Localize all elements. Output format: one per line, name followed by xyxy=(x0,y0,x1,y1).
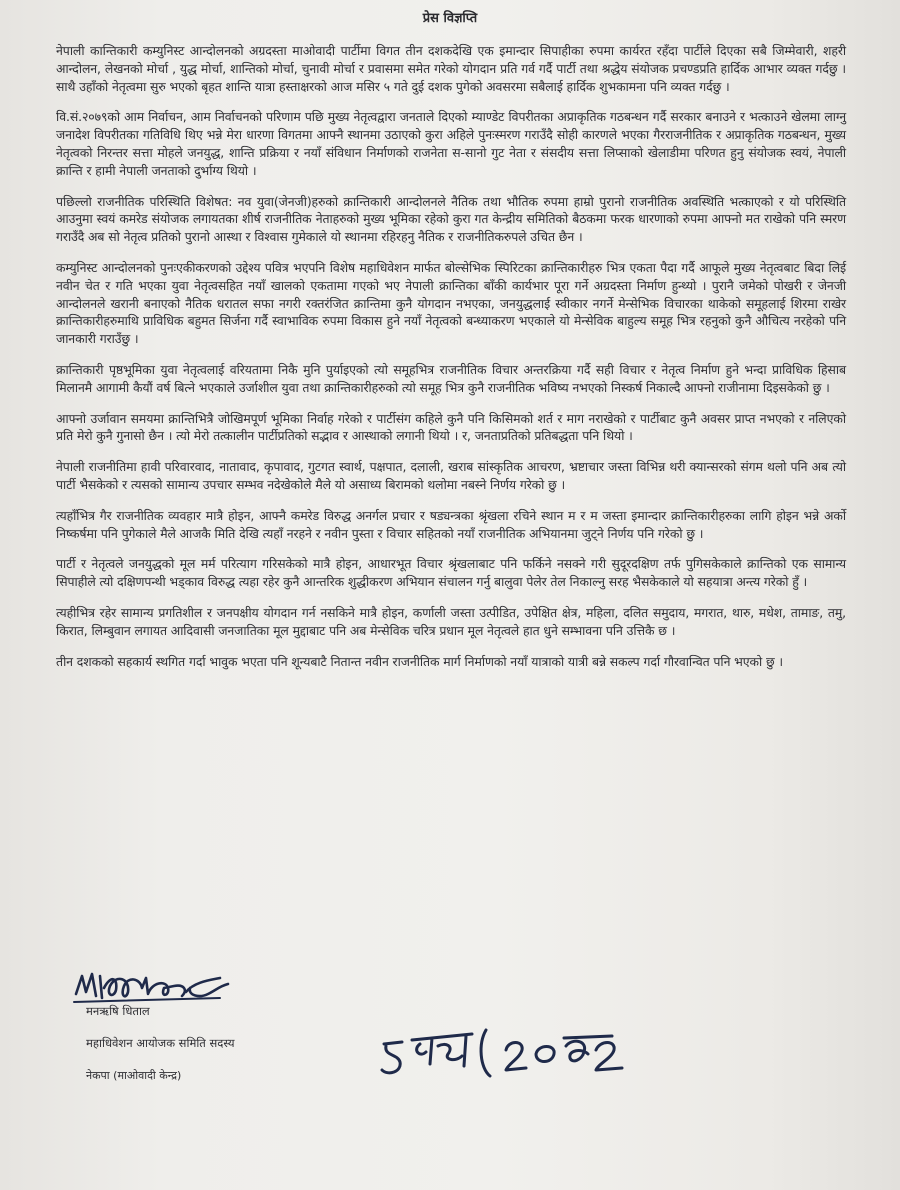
paragraph-10: त्यहीभित्र रहेर सामान्य प्रगतिशील र जनपक्षीय योगदान गर्न नसकिने मात्रै होइन, कर्णाली जस्ता उत्पीडित, उपेक्षित क्षेत्र, महिला, दलित समुदाय, मगरात, थारु, मधेश, तामाङ, तमु, किरात, लिम्बुवान लगायत आदिवासी जनजातिका मूल मुद्दाबाट पनि अब मेन्सेविक चरित्र प्रधान मूल नेतृत्वले हात धुने सम्भावना पनि उत्तिकै छ । xyxy=(56,604,846,638)
signer-name: मनऋषि धिताल xyxy=(86,1004,150,1018)
paragraph-9: पार्टी र नेतृत्वले जनयुद्धको मूल मर्म परित्याग गरिसकेको मात्रै होइन, आधारभूत विचार श्रृंखलाबाट पनि फर्किने नसक्ने गरी सुदूरदक्षिण तर्फ पुगिसकेकाले क्रान्तिको एक सामान्य सिपाहीले त्यो दक्षिणपन्थी भड्काव विरुद्ध त्यहा रहेर कुनै आन्तरिक शुद्धीकरण अभियान संचालन गर्नु बालुवा पेलेर तेल निकाल्नु सरह भैसकेकाले यो सहयात्रा अन्त्य गरेको हुँ । xyxy=(56,556,846,590)
paragraph-4: कम्युनिस्ट आन्दोलनको पुनःएकीकरणको उद्देश्य पवित्र भएपनि विशेष महाधिवेशन मार्फत बोल्सेभिक स्पिरिटका क्रान्तिकारीहरु भित्र एकता पैदा गर्दै आफूले मुख्य नेतृत्वबाट बिदा लिई नवीन चेत र गति भएका युवा नेतृत्वसहित नयाँ खालको एकतामा गएको भए नेपाली क्रान्तिका बाँकी कार्यभार पूरा गर्ने अग्रदस्ता निर्माण हुन्थ्यो । पुरानै जमेको पोखरी र जेनजी आन्दोलनले खरानी बनाएको नैतिक धरातल सफा नगरी रक्तरंजित क्रान्तिमा कुनै योगदान नभएका, जनयुद्धलाई स्वीकार नगर्ने मेन्सेभिक विचारका थाकेको समूहलाई शिरमा राखेर क्रान्तिकारीहरुमाथि प्राविधिक बहुमत सिर्जना गर्दै स्वाभाविक रुपमा विकास हुने नयाँ नेतृत्वको बन्ध्याकरण भएकाले यो मेन्सेविक बाहुल्य समूह भित्र रहनुको कुनै औचित्य नरहेको पनि जानकारी गराउँछु । xyxy=(56,259,846,347)
paragraph-5: क्रान्तिकारी पृष्ठभूमिका युवा नेतृत्वलाई वरियतामा निकै मुनि पुर्याइएको त्यो समूहभित्र राजनीतिक विचार अन्तरक्रिया गर्दै सही विचार र नेतृत्व निर्माण हुने भन्दा प्राविधिक हिसाब मिलानमै आगामी कैयौं वर्ष बित्ने भएकाले उर्जाशील युवा तथा क्रान्तिकारीहरुको त्यो समूह भित्र कुनै राजनीतिक भविष्य नभएको निस्कर्ष निकाल्दै आफ्नो राजीनामा दिइसकेको छु । xyxy=(56,361,846,395)
paragraph-1: नेपाली कान्तिकारी कम्युनिस्ट आन्दोलनको अग्रदस्ता माओवादी पार्टीमा विगत तीन दशकदेखि एक इमान्दार सिपाहीका रुपमा कार्यरत रहँदा पार्टीले दिएका सबै जिम्मेवारी, शहरी आन्दोलन, लेखनको मोर्चा , युद्ध मोर्चा, शान्तिको मोर्चा, चुनावी मोर्चा र प्रवासमा समेत गरेको योगदान प्रति गर्व गर्दै पार्टी तथा श्रद्धेय संयोजक प्रचण्डप्रति हार्दिक आभार व्यक्त गर्दछु । साथै उहाँको नेतृत्वमा सुरु भएको बृहत शान्ति यात्रा हस्ताक्षरको आज मसिर ५ गते दुई दशक पुगेको अवसरमा सबैलाई हार्दिक शुभकामना पनि व्यक्त गर्दछु । xyxy=(56,43,846,94)
signer-party: नेकपा (माओवादी केन्द्र) xyxy=(86,1069,182,1082)
document-body xyxy=(56,42,846,680)
paragraph-6: आफ्नो उर्जावान समयमा क्रान्तिभित्रै जोखिमपूर्ण भूमिका निर्वाह गरेको र पार्टीसंग कहिले कुनै पनि किसिमको शर्त र माग नराखेको र पार्टीबाट कुनै अवसर प्राप्त नभएको र नलिएको प्रति मेरो कुनै गुनासो छैन । त्यो मेरो तत्कालीन पार्टीप्रतिको सद्भाव र आस्थाको लगानी थियो । र, जनताप्रतिको प्रतिबद्धता पनि थियो । xyxy=(56,410,846,444)
paragraph-11: तीन दशकको सहकार्य स्थगित गर्दा भावुक भएता पनि शून्यबाटै नितान्त नवीन राजनीतिक मार्ग निर्माणको नयाँ यात्राको यात्री बन्ने सकल्प गर्दा गौरवान्वित पनि भएको छु । xyxy=(56,653,784,669)
handwritten-date xyxy=(376,1024,646,1084)
paragraph-2: वि.सं.२०७९को आम निर्वाचन, आम निर्वाचनको परिणाम पछि मुख्य नेतृत्वद्वारा जनताले दिएको म्याण्डेट विपरीतका अप्राकृतिक गठबन्धन गर्दै सरकार बनाउने र भत्काउने खेलमा लाग्नु जनादेश विपरीतका गतिविधि थिए भन्ने मेरा धारणा विगतमा आफ्नै स्थानमा उठाएको कुरा अहिले पुनःस्मरण गराउँदै सोही कारणले भएका गैरराजनीतिक र अप्राकृतिक गठबन्धन, मुख्य नेतृत्वको निरन्तर सत्ता मोहले जनयुद्ध, शान्ति प्रक्रिया र नयाँ संविधान निर्माणको राजनेता स-सानो गुट नेता र संसदीय सत्ता लिप्साको खेलाडीमा परिणत हुनु संयोजक स्वयं, नेपाली क्रान्ति र हामी नेपाली जनताको दुर्भाग्य थियो । xyxy=(56,109,846,178)
paragraph-8: त्यहाँभित्र गैर राजनीतिक व्यवहार मात्रै होइन, आफ्नै कमरेड विरुद्ध अनर्गल प्रचार र षड्यन्त्रका श्रृंखला रचिने स्थान म र म जस्ता इमान्दार क्रान्तिकारीहरुका लागि होइन भन्ने अर्को निष्कर्षमा पनि पुगेकाले मैले आजकै मिति देखि त्यहाँ नरहने र नवीन पुस्ता र विचार सहितको नयाँ राजनीतिक अभियानमा जुट्ने निर्णय पनि गरेको छु । xyxy=(56,507,846,541)
document-title: प्रेस विज्ञप्ति xyxy=(422,11,478,26)
signer-role: महाधिवेशन आयोजक समिति सदस्य xyxy=(86,1036,235,1050)
paragraph-7: नेपाली राजनीतिमा हावी परिवारवाद, नातावाद, कृपावाद, गुटगत स्वार्थ, पक्षपात, दलाली, खराब सांस्कृतिक आचरण, भ्रष्टाचार जस्ता विभिन्न थरी क्यान्सरको संगम थलो पनि अब त्यो पार्टी भैसकेको र त्यसको सामान्य उपचार सम्भव नदेखेकोले मैले यो असाध्य बिरामको थलोमा नबस्ने निर्णय गरेको छु । xyxy=(56,459,846,492)
paragraph-3: पछिल्लो राजनीतिक परिस्थिति विशेषत: नव युवा(जेनजी)हरुको क्रान्तिकारी आन्दोलनले नैतिक तथा भौतिक रुपमा हाम्रो पुरानो राजनीतिक अवस्थिति भत्काएको र यो परिस्थिति आउनुमा स्वयं कमरेड संयोजक लगायतका शीर्ष राजनीतिक नेताहरुको मुख्य भूमिका रहेको कुरा गत केन्द्रीय समितिको बैठकमा फरक धारणाको रुपमा आफ्नो मत राखेको पनि स्मरण गराउँदै अब सो नेतृत्व प्रतिको पुरानो आस्था र विश्वास गुमेकाले यो स्थानमा रहिरहनु नैतिक र राजनीतिकरुपले उचित छैन । xyxy=(56,193,846,245)
